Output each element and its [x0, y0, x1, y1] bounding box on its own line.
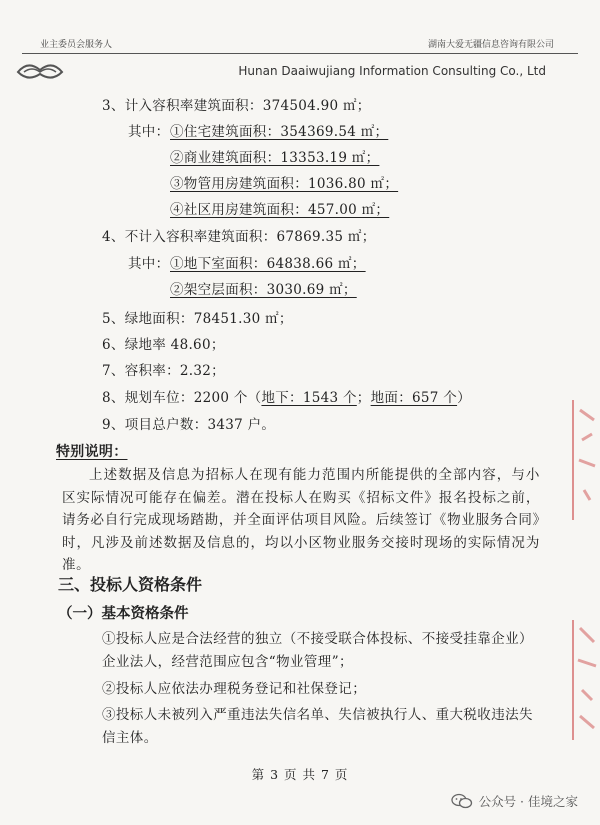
item-4: 4、不计入容积率建筑面积：67869.35 ㎡； — [102, 229, 376, 245]
wechat-icon — [451, 793, 473, 809]
item-8-sep: ； — [356, 390, 371, 406]
seal-stamp-lower — [572, 620, 600, 740]
watermark-text: 公众号 · 佳境之家 — [478, 794, 578, 809]
page-number: 第 3 页 共 7 页 — [251, 767, 349, 782]
header-divider — [22, 53, 578, 54]
item-3-d: ④社区用房建筑面积：457.00 ㎡； — [170, 202, 390, 218]
item-8 — [102, 386, 471, 406]
qualification-2: ②投标人应依法办理税务登记和社保登记； — [102, 681, 367, 697]
qualification-3: ③投标人未被列入严重违法失信名单、失信被执行人、重大税收违法失信主体。 — [102, 707, 533, 746]
special-note-title: 特别说明： — [56, 444, 128, 460]
item-4-a: ①地下室面积：64838.66 ㎡； — [170, 256, 366, 272]
item-8-pre: 8、规划车位：2200 个（ — [102, 390, 262, 406]
item-3-b: ②商业建筑面积：13353.19 ㎡； — [170, 150, 380, 166]
item-8-ground: 地面：657 个 — [370, 390, 458, 406]
watermark — [451, 792, 578, 810]
company-logo-icon — [14, 58, 66, 84]
section-3-title: 三、投标人资格条件 — [58, 575, 203, 594]
item-6: 6、绿地率 48.60； — [102, 337, 225, 353]
item-7: 7、容积率：2.32； — [102, 363, 225, 379]
header-right: 湖南大爱无疆信息咨询有限公司 — [427, 40, 554, 50]
item-3: 3、计入容积率建筑面积：374504.90 ㎡； — [102, 98, 371, 114]
item-4-b: ②架空层面积：3030.69 ㎡； — [170, 282, 357, 298]
section-3-subtitle: （一）基本资格条件 — [58, 606, 189, 622]
item-8-post: ） — [457, 390, 471, 406]
item-3-prefix: 其中： — [128, 124, 170, 140]
company-name-en: Hunan Daaiwujiang Information Consulting Co., Ltd — [238, 64, 546, 78]
item-4-prefix: 其中： — [128, 256, 170, 272]
item-3-a: ①住宅建筑面积：354369.54 ㎡； — [170, 124, 389, 140]
special-note-body: 上述数据及信息为招标人在现有能力范围内所能提供的全部内容，与小区实际情况可能存在偏差。潜在投标人在购买《招标文件》报名投标之前，请务必自行完成现场踏勘，并全面评估项目风险。后续签订《物业服务合同》时，凡涉及前述数据及信息的，均以小区物业服务交接时现场的实际情况为准。 — [62, 467, 540, 573]
header-left: 业主委员会服务人 — [40, 40, 113, 50]
item-9: 9、项目总户数：3437 户。 — [102, 417, 276, 433]
item-3-c: ③物管用房建筑面积：1036.80 ㎡； — [170, 176, 399, 192]
qualification-1: ①投标人应是合法经营的独立（不接受联合体投标、不接受挂靠企业）企业法人，经营范围应包含“物业管理”； — [102, 631, 533, 670]
seal-stamp-upper — [572, 400, 600, 520]
item-8-underground: 地下：1543 个 — [261, 390, 357, 406]
item-5: 5、绿地面积：78451.30 ㎡； — [102, 311, 293, 327]
